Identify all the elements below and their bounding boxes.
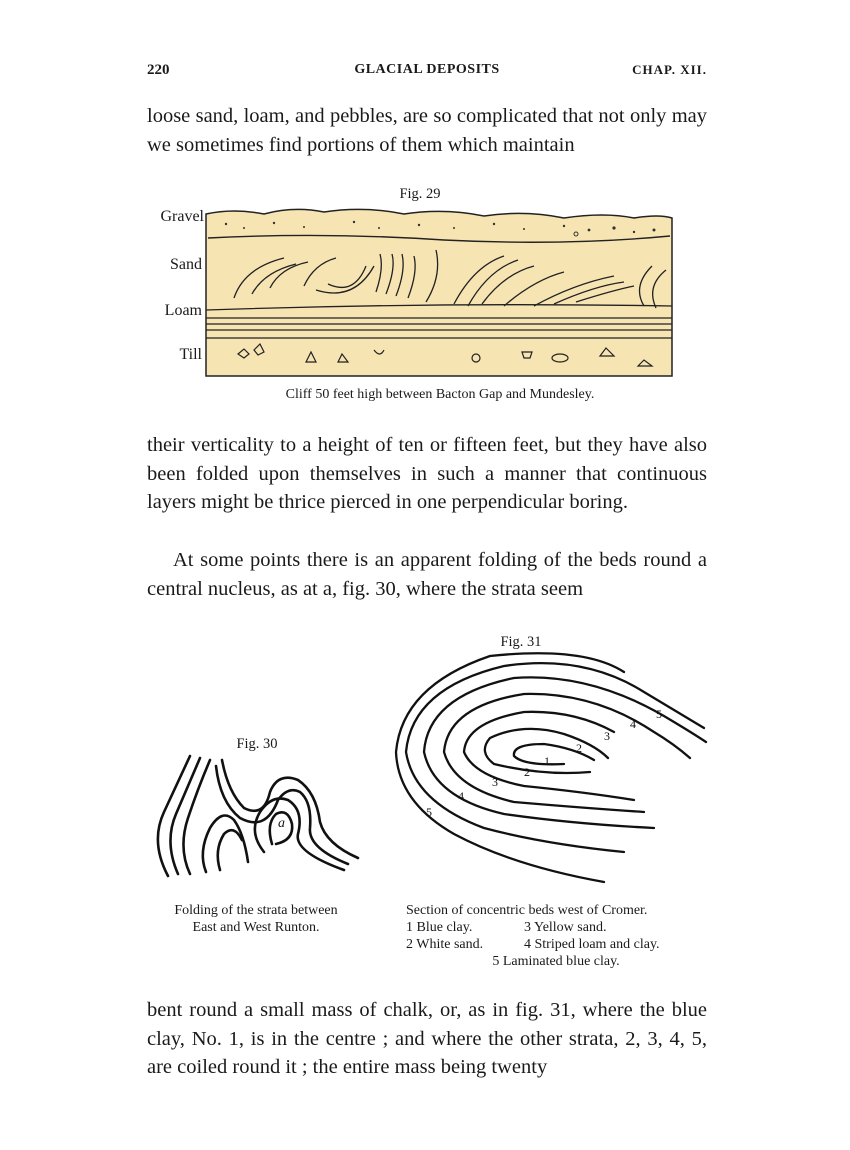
paragraph-3-text: At some points there is an apparent folding of the beds round a central nucleus, as at a, fig. 30, where the strata seem	[147, 549, 707, 600]
paragraph-1: loose sand, loam, and pebbles, are so complicated that not only may we sometimes find portions of them which maintain	[147, 105, 707, 156]
fig31-bed-number: 1	[544, 754, 550, 768]
fig29-cliff-section	[204, 206, 676, 378]
fig31-legend-row-2	[406, 936, 716, 953]
legend-yellow-sand: 3 Yellow sand.	[524, 920, 607, 935]
fig31-bed-number: 4	[458, 789, 464, 803]
paragraph-3	[147, 546, 707, 603]
fig31-legend-row-1	[406, 919, 716, 936]
fig30-folded-strata	[148, 752, 366, 882]
fig31-bed-number: 3	[492, 775, 498, 789]
fig31-caption-title: Section of concentric beds west of Cromer.	[406, 903, 648, 918]
fig31-bed-number: 5	[426, 805, 432, 819]
running-header	[147, 62, 707, 84]
paragraph-2: their verticality to a height of ten or fifteen feet, but they have also been folded upon themselves in such a manner that continuous layers might be thrice pierced in one perpendicular boring.	[147, 434, 707, 513]
fig30-caption-line-1: Folding of the strata between	[174, 903, 338, 918]
strata-label-loam: Loam	[164, 302, 202, 319]
legend-blue-clay: 1 Blue clay.	[406, 920, 473, 935]
legend-white-sand: 2 White sand.	[406, 937, 484, 952]
chapter-label: CHAP. XII.	[632, 62, 707, 77]
fig31-label: Fig. 31	[500, 634, 542, 650]
fig31-bed-number: 4	[630, 717, 636, 731]
fig31-bed-number: 3	[604, 729, 610, 743]
fig30-label: Fig. 30	[236, 736, 278, 752]
fig31-caption	[406, 902, 716, 970]
fig30-caption-line-2: East and West Runton.	[192, 920, 320, 935]
paragraph-4: bent round a small mass of chalk, or, as in fig. 31, where the blue clay, No. 1, is in the centre ; and where the other strata, 2, 3, 4, 5, are coiled round it ; the entire mass being twenty	[147, 999, 707, 1078]
fig31-bed-number: 2	[524, 765, 530, 779]
strata-label-till: Till	[179, 346, 202, 363]
running-title: GLACIAL DEPOSITS	[354, 62, 500, 77]
strata-label-gravel: Gravel	[160, 208, 204, 225]
fig31-concentric-beds	[394, 652, 710, 892]
fig30-caption	[146, 902, 366, 936]
fig29-caption: Cliff 50 feet high between Bacton Gap and Mundesley.	[285, 387, 595, 402]
fig30-nucleus-label: a	[278, 816, 285, 831]
strata-label-sand: Sand	[170, 256, 202, 273]
legend-laminated-blue-clay: 5 Laminated blue clay.	[492, 954, 620, 969]
legend-striped-loam: 4 Striped loam and clay.	[524, 937, 660, 952]
page-number: 220	[147, 62, 170, 78]
fig29-label: Fig. 29	[399, 186, 441, 202]
fig31-bed-number: 2	[576, 741, 582, 755]
fig31-bed-number: 5	[656, 707, 662, 721]
